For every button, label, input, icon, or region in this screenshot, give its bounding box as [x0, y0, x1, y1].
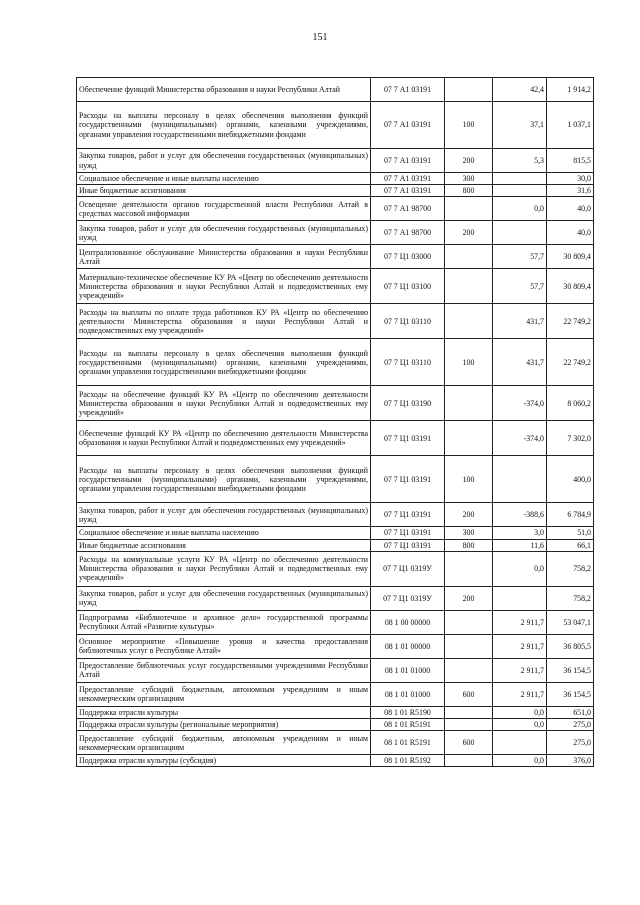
row-total-cell: 815,5 [547, 149, 594, 173]
row-total-cell: 30,0 [547, 173, 594, 185]
row-total-cell: 1 914,2 [547, 78, 594, 102]
row-change-cell: 0,0 [493, 719, 547, 731]
row-change-cell: 3,0 [493, 527, 547, 539]
table-row [77, 185, 594, 197]
row-expense-type-cell [445, 719, 493, 731]
row-total-cell: 66,1 [547, 539, 594, 551]
row-code-cell: 07 7 Ц1 03110 [371, 339, 445, 386]
row-expense-type-cell [445, 245, 493, 269]
row-code-cell: 07 7 А1 03191 [371, 173, 445, 185]
row-code-cell: 07 7 А1 03191 [371, 78, 445, 102]
table-row [77, 221, 594, 245]
row-name-cell: Расходы на выплаты по оплате труда работников КУ РА «Центр по обеспечению деятельности Министерства образования и науки Республики Алтай и подведомственных ему учреждений» [77, 304, 371, 339]
row-change-cell: 2 911,7 [493, 682, 547, 706]
row-code-cell: 07 7 Ц1 03190 [371, 386, 445, 421]
row-change-cell: 2 911,7 [493, 658, 547, 682]
row-change-cell: 5,3 [493, 149, 547, 173]
table-row [77, 634, 594, 658]
table-row [77, 539, 594, 551]
row-change-cell: 0,0 [493, 755, 547, 767]
row-change-cell: -388,6 [493, 503, 547, 527]
table-row [77, 551, 594, 586]
budget-table [76, 77, 594, 767]
table-row [77, 173, 594, 185]
row-expense-type-cell: 300 [445, 527, 493, 539]
row-code-cell: 07 7 Ц1 03000 [371, 245, 445, 269]
row-expense-type-cell [445, 610, 493, 634]
row-expense-type-cell [445, 551, 493, 586]
row-code-cell: 08 1 01 01000 [371, 658, 445, 682]
row-name-cell: Поддержка отрасли культуры (субсидия) [77, 755, 371, 767]
row-expense-type-cell: 600 [445, 682, 493, 706]
row-expense-type-cell [445, 755, 493, 767]
row-code-cell: 08 1 00 00000 [371, 610, 445, 634]
row-total-cell: 36 154,5 [547, 658, 594, 682]
row-total-cell: 758,2 [547, 551, 594, 586]
row-expense-type-cell [445, 304, 493, 339]
row-name-cell: Основное мероприятие «Повышение уровня и качества предоставления библиотечных услуг в Республике Алтай» [77, 634, 371, 658]
row-name-cell: Материально-техническое обеспечение КУ РА «Центр по обеспечению деятельности Министерства образования и науки Республики Алтай и подведомственных ему учреждений» [77, 269, 371, 304]
table-row [77, 658, 594, 682]
row-expense-type-cell [445, 386, 493, 421]
row-expense-type-cell: 600 [445, 731, 493, 755]
row-change-cell: 11,6 [493, 539, 547, 551]
row-expense-type-cell: 100 [445, 456, 493, 503]
row-code-cell: 07 7 Ц1 03110 [371, 304, 445, 339]
row-change-cell: 431,7 [493, 304, 547, 339]
row-expense-type-cell: 800 [445, 185, 493, 197]
row-code-cell: 07 7 А1 03191 [371, 185, 445, 197]
row-name-cell: Социальное обеспечение и иные выплаты населению [77, 173, 371, 185]
row-expense-type-cell [445, 658, 493, 682]
row-expense-type-cell: 200 [445, 221, 493, 245]
budget-table-body [77, 78, 594, 767]
table-row [77, 197, 594, 221]
row-total-cell: 1 037,1 [547, 102, 594, 149]
row-code-cell: 07 7 Ц1 03191 [371, 503, 445, 527]
row-total-cell: 651,0 [547, 706, 594, 718]
row-name-cell: Расходы на выплаты персоналу в целях обеспечения выполнения функций государственными (муниципальными) органами, казенными учреждениями, органами управления государственными внебюджетными фондами [77, 102, 371, 149]
page-number: 151 [312, 32, 328, 43]
row-total-cell: 275,0 [547, 719, 594, 731]
row-name-cell: Расходы на выплаты персоналу в целях обеспечения выполнения функций государственными (муниципальными) органами, казенными учреждениями, органами управления государственными внебюджетными фондами [77, 339, 371, 386]
row-code-cell: 08 1 01 R5191 [371, 719, 445, 731]
row-name-cell: Обеспечение функций Министерства образования и науки Республики Алтай [77, 78, 371, 102]
row-code-cell: 08 1 01 R5190 [371, 706, 445, 718]
table-row [77, 339, 594, 386]
row-change-cell: 2 911,7 [493, 610, 547, 634]
row-total-cell: 758,2 [547, 586, 594, 610]
row-change-cell: 42,4 [493, 78, 547, 102]
row-name-cell: Предоставление субсидий бюджетным, автономным учреждениям и иным некоммерческим организациям [77, 682, 371, 706]
row-change-cell [493, 731, 547, 755]
table-row [77, 304, 594, 339]
row-expense-type-cell: 300 [445, 173, 493, 185]
row-name-cell: Централизованное обслуживание Министерства образования и науки Республики Алтай [77, 245, 371, 269]
row-code-cell: 07 7 Ц1 0319У [371, 586, 445, 610]
row-total-cell: 6 784,9 [547, 503, 594, 527]
table-row [77, 731, 594, 755]
row-total-cell: 51,0 [547, 527, 594, 539]
row-expense-type-cell: 200 [445, 586, 493, 610]
row-name-cell: Подпрограмма «Библиотечное и архивное дело» государственной программы Республики Алтай «Развитие культуры» [77, 610, 371, 634]
row-total-cell: 40,0 [547, 197, 594, 221]
table-row [77, 269, 594, 304]
row-name-cell: Закупка товаров, работ и услуг для обеспечения государственных (муниципальных) нужд [77, 503, 371, 527]
row-total-cell: 22 749,2 [547, 304, 594, 339]
table-row [77, 682, 594, 706]
row-expense-type-cell: 200 [445, 503, 493, 527]
row-name-cell: Социальное обеспечение и иные выплаты населению [77, 527, 371, 539]
row-expense-type-cell [445, 421, 493, 456]
table-row [77, 245, 594, 269]
row-total-cell: 400,0 [547, 456, 594, 503]
row-code-cell: 07 7 Ц1 03191 [371, 456, 445, 503]
row-total-cell: 36 805,5 [547, 634, 594, 658]
row-change-cell: -374,0 [493, 421, 547, 456]
row-name-cell: Иные бюджетные ассигнования [77, 185, 371, 197]
table-row [77, 149, 594, 173]
row-name-cell: Иные бюджетные ассигнования [77, 539, 371, 551]
row-code-cell: 07 7 А1 03191 [371, 149, 445, 173]
row-expense-type-cell: 100 [445, 102, 493, 149]
row-code-cell: 07 7 Ц1 03100 [371, 269, 445, 304]
row-change-cell: 57,7 [493, 269, 547, 304]
row-expense-type-cell [445, 197, 493, 221]
row-expense-type-cell [445, 269, 493, 304]
row-name-cell: Поддержка отрасли культуры [77, 706, 371, 718]
table-row [77, 503, 594, 527]
row-change-cell [493, 586, 547, 610]
row-total-cell: 53 047,1 [547, 610, 594, 634]
row-change-cell: 2 911,7 [493, 634, 547, 658]
row-name-cell: Поддержка отрасли культуры (региональные мероприятия) [77, 719, 371, 731]
row-expense-type-cell: 200 [445, 149, 493, 173]
table-row [77, 456, 594, 503]
row-name-cell: Предоставление библиотечных услуг государственными учреждениями Республики Алтай [77, 658, 371, 682]
row-code-cell: 08 1 01 R5191 [371, 731, 445, 755]
table-row [77, 78, 594, 102]
row-code-cell: 07 7 Ц1 03191 [371, 539, 445, 551]
row-code-cell: 07 7 Ц1 03191 [371, 421, 445, 456]
row-total-cell: 22 749,2 [547, 339, 594, 386]
row-change-cell: 0,0 [493, 551, 547, 586]
row-total-cell: 376,0 [547, 755, 594, 767]
row-change-cell: 37,1 [493, 102, 547, 149]
table-row [77, 102, 594, 149]
row-total-cell: 275,0 [547, 731, 594, 755]
row-total-cell: 7 302,0 [547, 421, 594, 456]
row-change-cell [493, 173, 547, 185]
row-change-cell: -374,0 [493, 386, 547, 421]
row-name-cell: Закупка товаров, работ и услуг для обеспечения государственных (муниципальных) нужд [77, 221, 371, 245]
row-name-cell: Предоставление субсидий бюджетным, автономным учреждениям и иным некоммерческим организациям [77, 731, 371, 755]
row-change-cell: 0,0 [493, 706, 547, 718]
row-name-cell: Освещение деятельности органов государственной власти Республики Алтай в средствах массовой информации [77, 197, 371, 221]
row-code-cell: 07 7 А1 98700 [371, 221, 445, 245]
row-name-cell: Расходы на обеспечение функций КУ РА «Центр по обеспечению деятельности Министерства образования и науки Республики Алтай и подведомственных ему учреждений» [77, 386, 371, 421]
row-expense-type-cell [445, 706, 493, 718]
table-row [77, 586, 594, 610]
row-code-cell: 07 7 Ц1 0319У [371, 551, 445, 586]
row-expense-type-cell [445, 634, 493, 658]
row-total-cell: 30 809,4 [547, 269, 594, 304]
table-row [77, 755, 594, 767]
row-name-cell: Закупка товаров, работ и услуг для обеспечения государственных (муниципальных) нужд [77, 586, 371, 610]
row-total-cell: 40,0 [547, 221, 594, 245]
row-code-cell: 07 7 А1 98700 [371, 197, 445, 221]
table-row [77, 386, 594, 421]
row-code-cell: 07 7 Ц1 03191 [371, 527, 445, 539]
row-total-cell: 8 060,2 [547, 386, 594, 421]
row-name-cell: Закупка товаров, работ и услуг для обеспечения государственных (муниципальных) нужд [77, 149, 371, 173]
row-change-cell [493, 456, 547, 503]
row-expense-type-cell [445, 78, 493, 102]
table-row [77, 719, 594, 731]
table-row [77, 421, 594, 456]
table-row [77, 610, 594, 634]
row-name-cell: Расходы на коммунальные услуги КУ РА «Центр по обеспечению деятельности Министерства образования и науки Республики Алтай и подведомственных ему учреждений» [77, 551, 371, 586]
row-code-cell: 08 1 01 01000 [371, 682, 445, 706]
table-row [77, 527, 594, 539]
row-code-cell: 07 7 А1 03191 [371, 102, 445, 149]
row-expense-type-cell: 800 [445, 539, 493, 551]
row-total-cell: 36 154,5 [547, 682, 594, 706]
row-change-cell: 431,7 [493, 339, 547, 386]
row-change-cell [493, 221, 547, 245]
row-name-cell: Обеспечение функций КУ РА «Центр по обеспечению деятельности Министерства образования и науки Республики Алтай и подведомственных ему учреждений» [77, 421, 371, 456]
table-row [77, 706, 594, 718]
row-expense-type-cell: 100 [445, 339, 493, 386]
row-total-cell: 30 809,4 [547, 245, 594, 269]
row-code-cell: 08 1 01 R5192 [371, 755, 445, 767]
row-total-cell: 31,6 [547, 185, 594, 197]
row-change-cell: 0,0 [493, 197, 547, 221]
row-change-cell: 57,7 [493, 245, 547, 269]
row-name-cell: Расходы на выплаты персоналу в целях обеспечения выполнения функций государственными (муниципальными) органами, казенными учреждениями, органами управления государственными внебюджетными фондами [77, 456, 371, 503]
row-change-cell [493, 185, 547, 197]
row-code-cell: 08 1 01 00000 [371, 634, 445, 658]
